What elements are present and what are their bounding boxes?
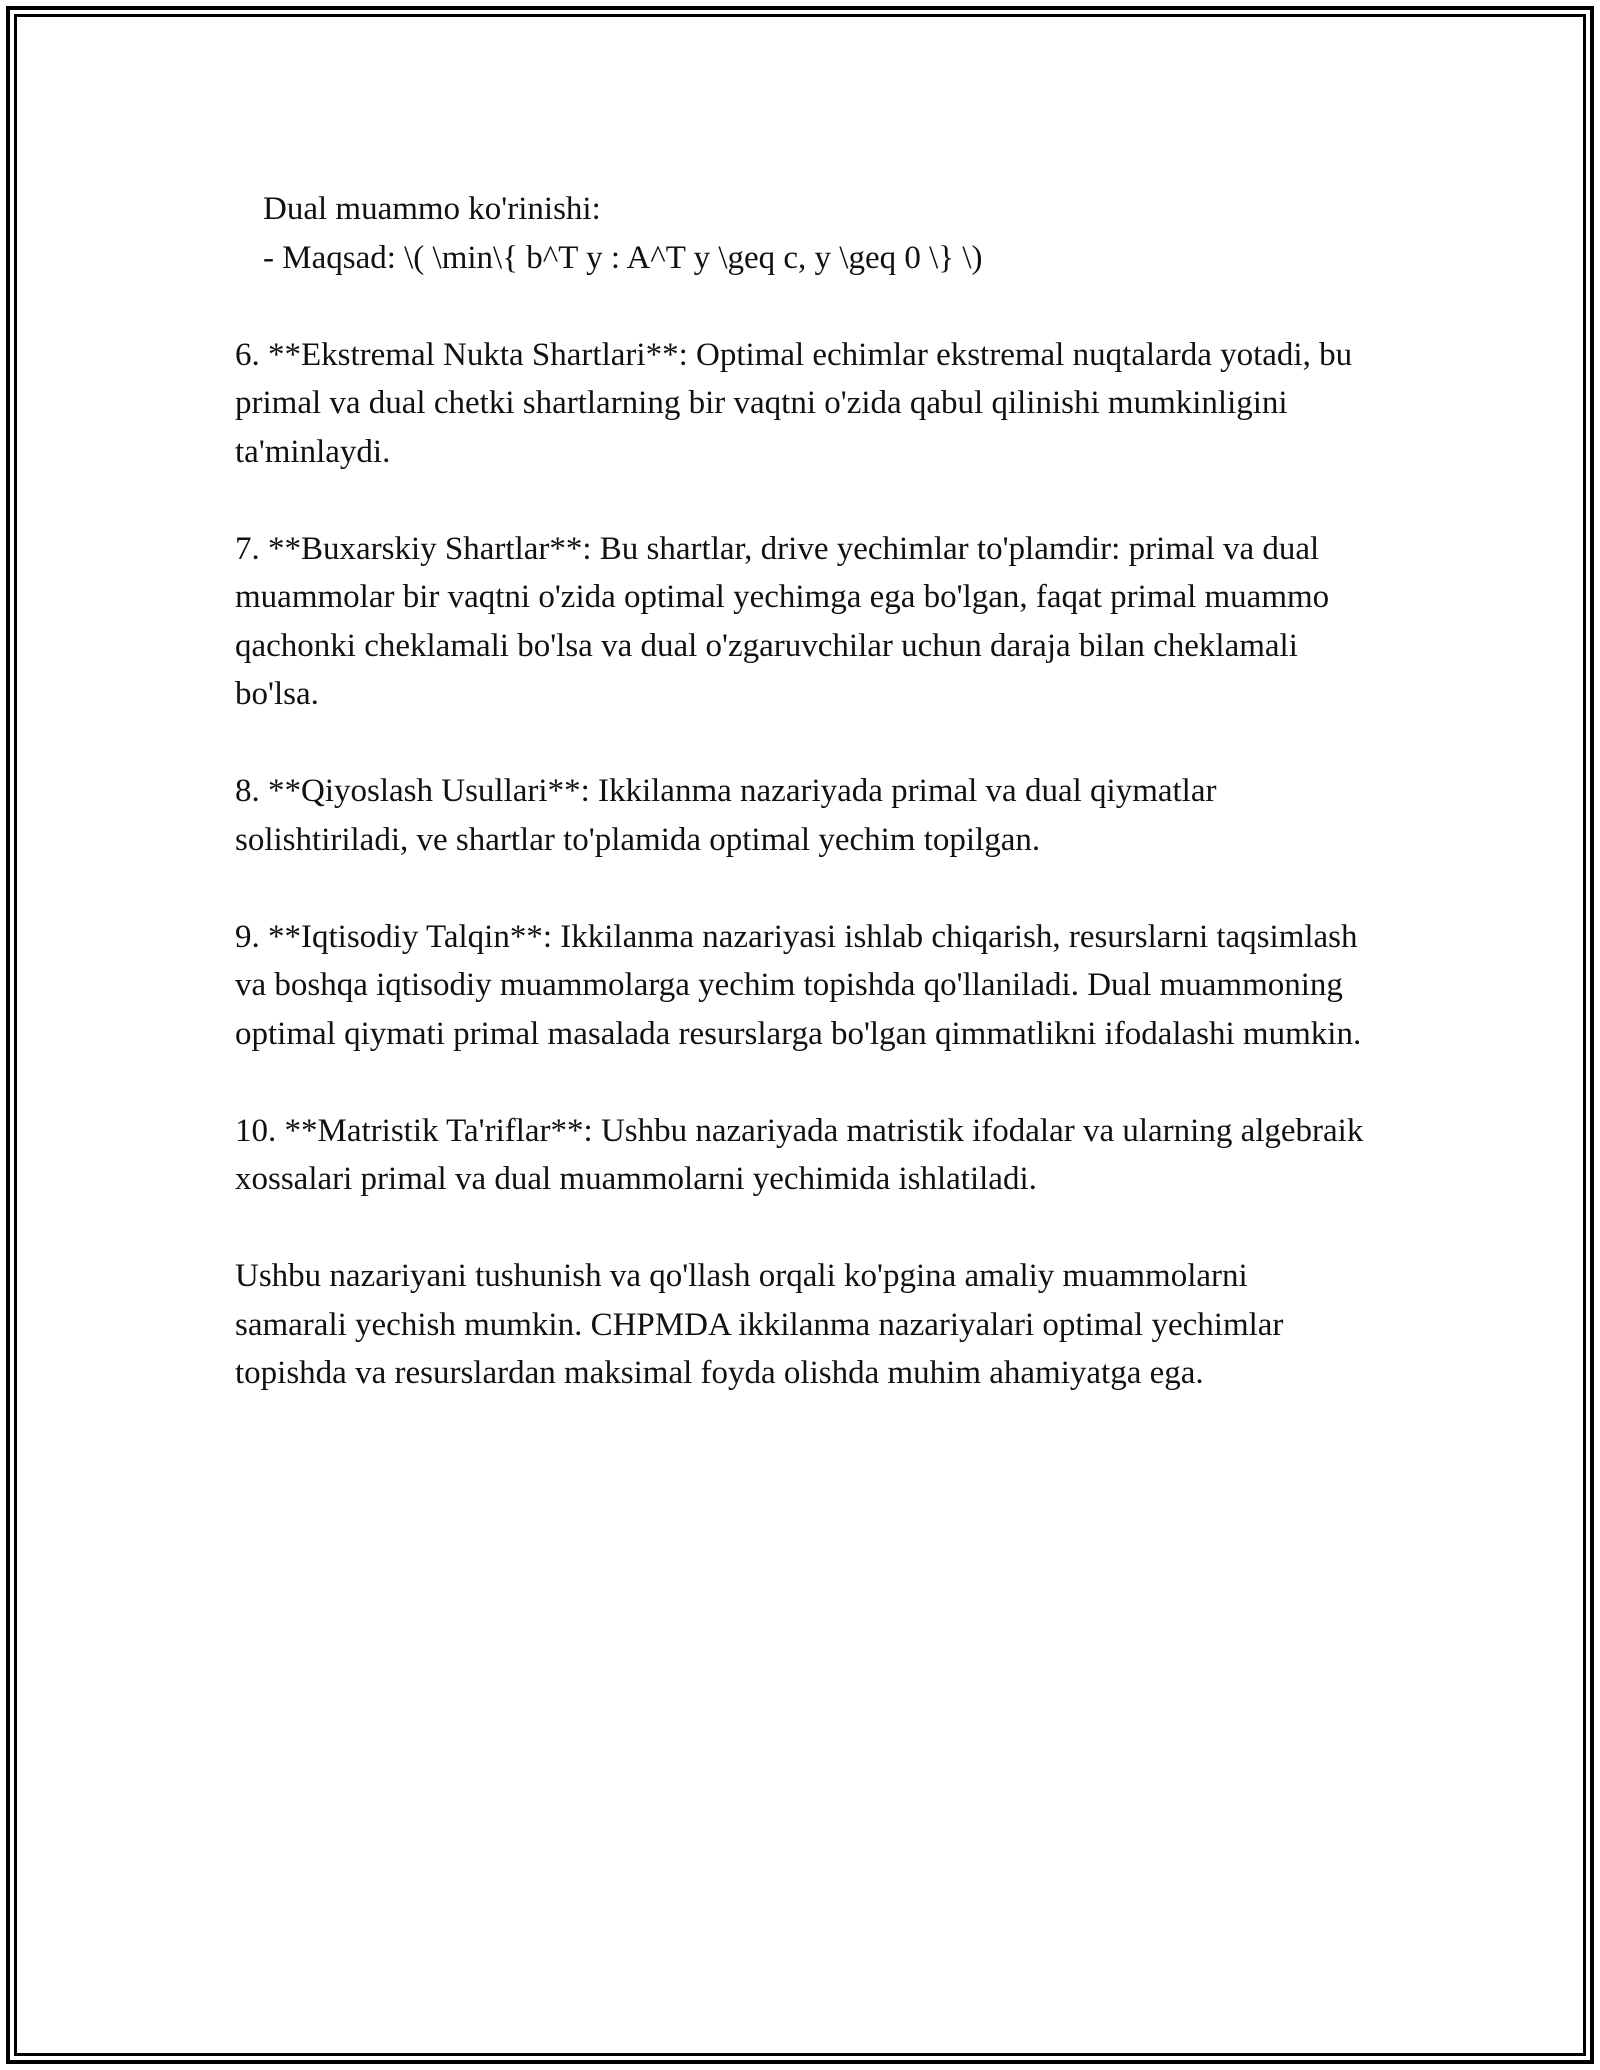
paragraph-item-6: 6. **Ekstremal Nukta Shartlari**: Optimal echimlar ekstremal nuqtalarda yotadi, bu primal va dual chetki shartlarning bir vaqtni o'zida qabul qilinishi mumkinligini ta'minlaydi. — [235, 336, 1353, 470]
dual-problem-heading: Dual muammo ko'rinishi: — [263, 191, 601, 227]
conclusion-paragraph: Ushbu nazariyani tushunish va qo'llash orqali ko'pgina amaliy muammolarni samarali yechish mumkin. CHPMDA ikkilanma nazariyalari optimal yechimlar topishda va resurslardan maksimal foyda olishda muhim ahamiyatga ega. — [235, 1258, 1284, 1391]
paragraph-item-9: 9. **Iqtisodiy Talqin**: Ikkilanma nazariyasi ishlab chiqarish, resurslarni taqsimlash va boshqa iqtisodiy muammolarga yechim topishda qo'llaniladi. Dual muammoning optimal qiymati primal masalada resurslarga bo'lgan qimmatlikni ifodalashi mumkin. — [235, 918, 1362, 1052]
dual-problem-objective: - Maqsad: \( \min\{ b^T y : A^T y \geq c, y \geq 0 \} \) — [263, 239, 983, 276]
paragraph-item-8: 8. **Qiyoslash Usullari**: Ikkilanma nazariyada primal va dual qiymatlar solishtiriladi, ve shartlar to'plamida optimal yechim topilgan. — [235, 773, 1217, 858]
paragraph-item-7: 7. **Buxarskiy Shartlar**: Bu shartlar, drive yechimlar to'plamdir: primal va dual muammolar bir vaqtni o'zida optimal yechimga ega bo'lgan, faqat primal muammo qachonki cheklamali bo'lsa va dual o'zgaruvchilar uchun daraja bilan cheklamali bo'lsa. — [235, 530, 1330, 712]
paragraph-item-10: 10. **Matristik Ta'riflar**: Ushbu nazariyada matristik ifodalar va ularning algebraik xossalari primal va dual muammolarni yechimida ishlatiladi. — [235, 1112, 1364, 1197]
document-body — [235, 185, 1365, 1398]
dual-problem-block — [235, 185, 1365, 282]
